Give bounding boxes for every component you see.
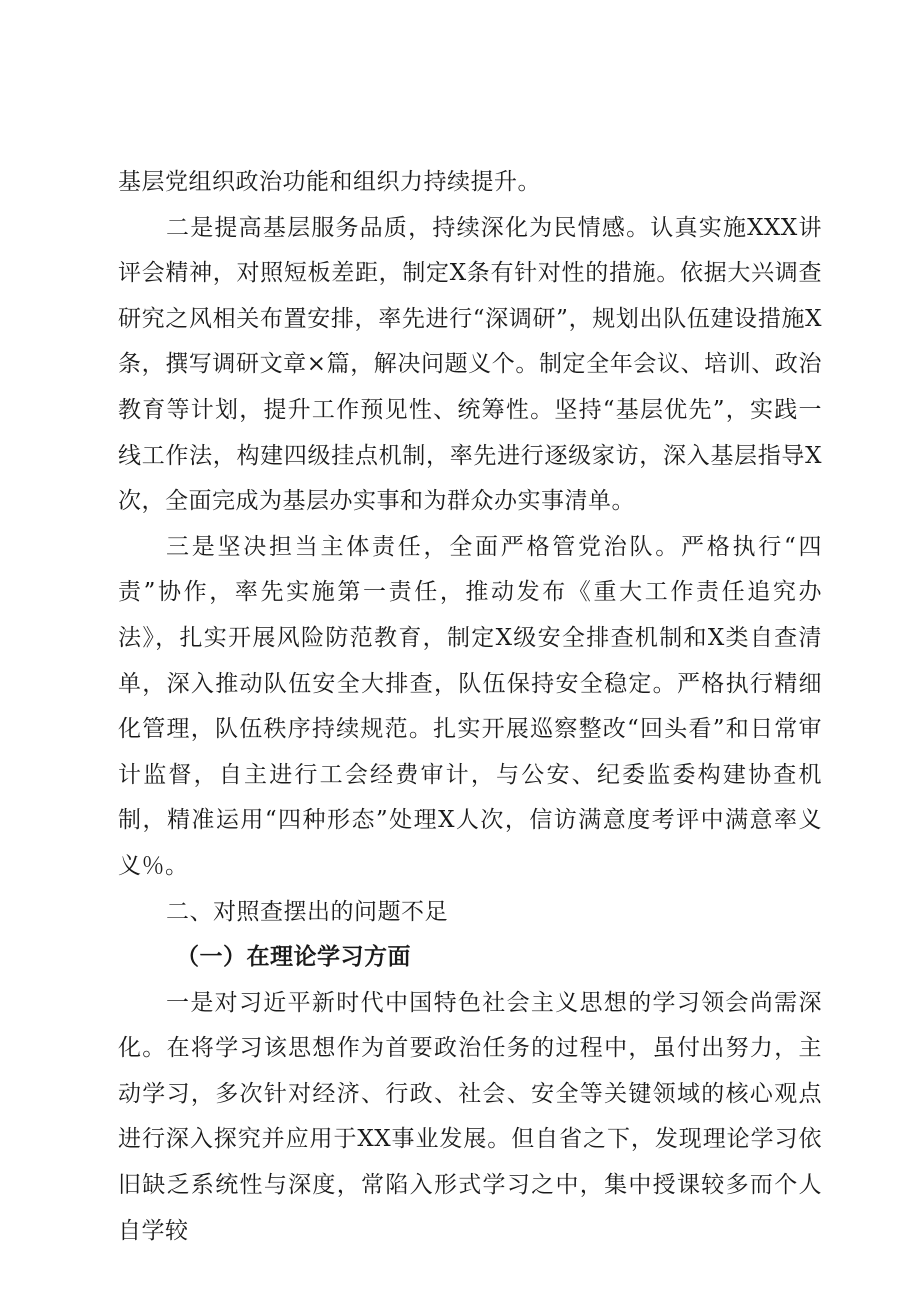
document-body <box>118 160 822 1254</box>
paragraph-continuation: 基层党组织政治功能和组织力持续提升。 <box>118 169 541 195</box>
paragraph-theory-study: 一是对习近平新时代中国特色社会主义思想的学习领会尚需深化。在将学习该思想作为首要政治任务的过程中，虽付出努力，主动学习，多次针对经济、行政、社会、安全等关键领域的核心观点进行深入探究并应用于XX事业发展。但自省之下，发现理论学习依旧缺乏系统性与深度，常陷入形式学习之中，集中授课较多而个人自学较 <box>118 989 822 1244</box>
subsection-heading: （一）在理论学习方面 <box>176 944 411 971</box>
section-heading: 二、对照查摆出的问题不足 <box>166 898 448 925</box>
paragraph-service-quality: 二是提高基层服务品质，持续深化为民情感。认真实施XXX讲评会精神，对照短板差距，制定X条有针对性的措施。依据大兴调查研究之风相关布置安排，率先进行“深调研”，规划出队伍建设措施X条，撰写调研文章×篇，解决问题义个。制定全年会议、培训、政治教育等计划，提升工作预见性、统筹性。坚持“基层优先”，实践一线工作法，构建四级挂点机制，率先进行逐级家访，深入基层指导X次，全面完成为基层办实事和为群众办实事清单。 <box>118 214 822 515</box>
paragraph-responsibility: 三是坚决担当主体责任，全面严格管党治队。严格执行“四责”协作，率先实施第一责任，推动发布《重大工作责任追究办法》，扎实开展风险防范教育，制定X级安全排查机制和X类自查清单，深入推动队伍安全大排查，队伍保持安全稳定。严格执行精细化管理，队伍秩序持续规范。扎实开展巡察整改“回头看”和日常审计监督，自主进行工会经费审计，与公安、纪委监委构建协查机制，精准运用“四种形态”处理X人次，信访满意度考评中满意率义义％。 <box>118 533 822 879</box>
